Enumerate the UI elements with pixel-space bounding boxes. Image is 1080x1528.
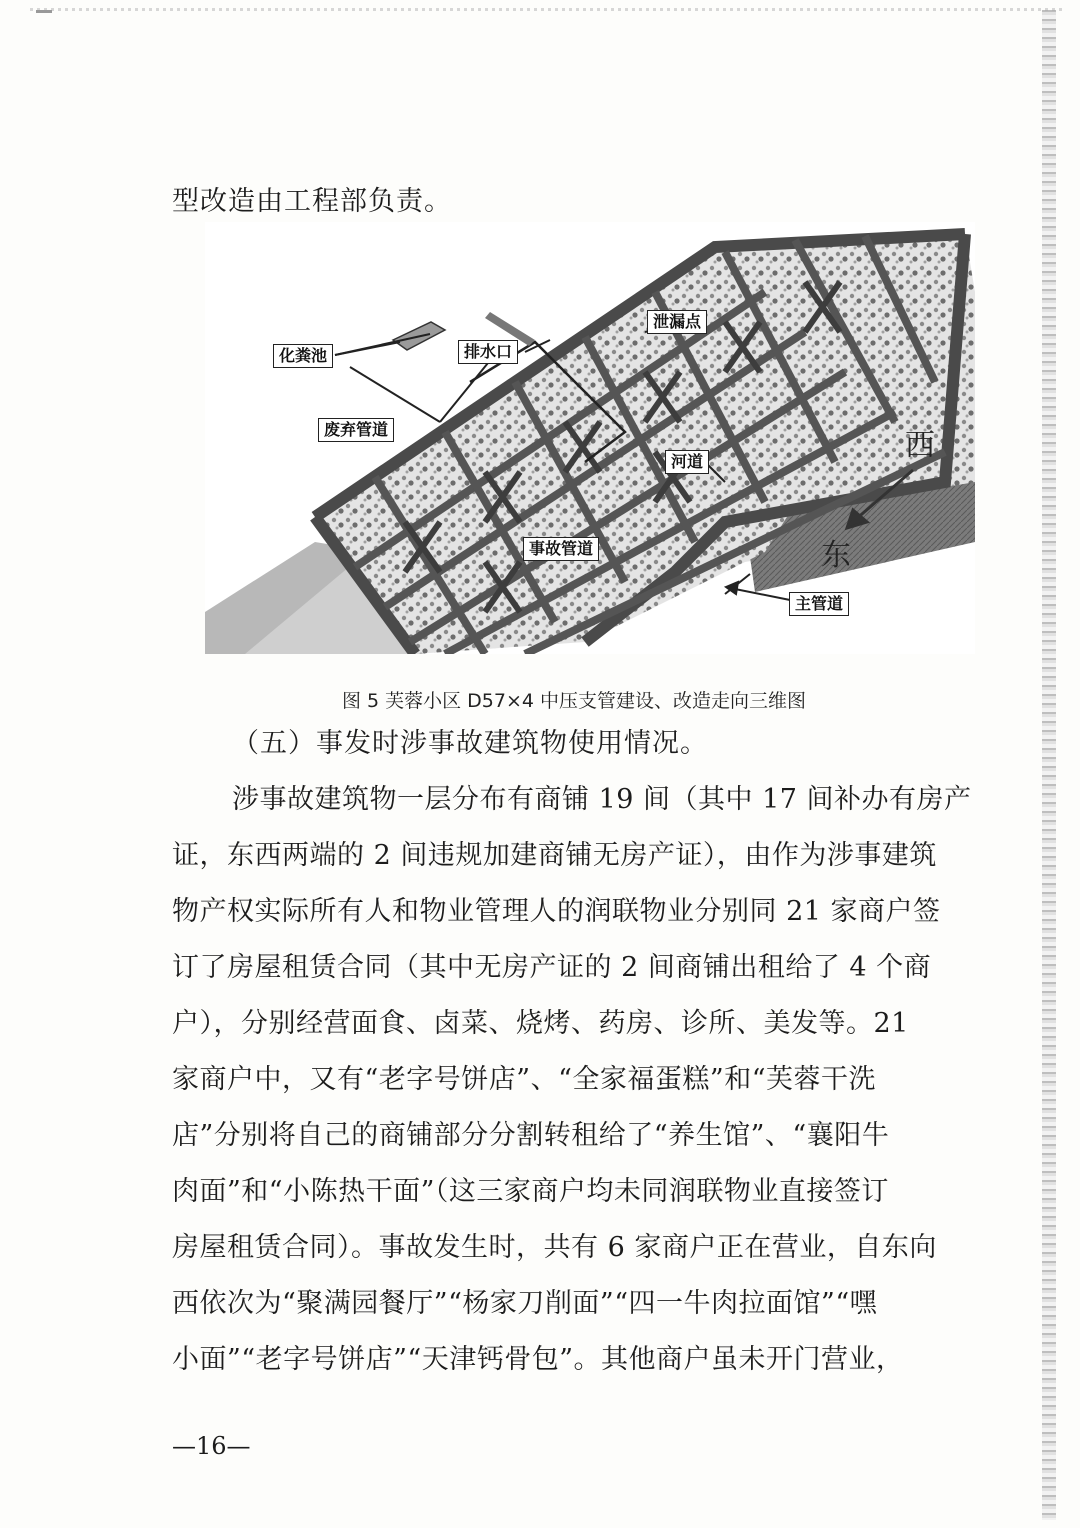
- scan-edge-top: [30, 8, 1065, 11]
- label-drain-outlet: 排水口: [458, 340, 518, 364]
- intro-line: 型改造由工程部负责。: [172, 186, 452, 217]
- label-abandoned-pipe: 废弃管道: [318, 418, 394, 442]
- scan-edge-right: [1042, 10, 1056, 1520]
- paragraph-line: 肉面”和“小陈热干面”（这三家商户均未同润联物业直接签订: [172, 1176, 889, 1207]
- paragraph-line: 订了房屋租赁合同（其中无房产证的 2 间商铺出租给了 4 个商: [172, 952, 932, 983]
- paragraph-line: 家商户中，又有“老字号饼店”、“全家福蛋糕”和“芙蓉干洗: [172, 1064, 877, 1095]
- label-river: 河道: [665, 450, 709, 474]
- label-leak-point: 泄漏点: [647, 310, 707, 334]
- page-number: —16—: [172, 1432, 251, 1460]
- label-accident-pipe: 事故管道: [523, 537, 599, 561]
- paragraph-line: 涉事故建筑物一层分布有商铺 19 间（其中 17 间补办有房产: [232, 784, 972, 815]
- paragraph-line: 小面”“老字号饼店”“天津钙骨包”。其他商户虽未开门营业，: [172, 1344, 904, 1375]
- section-heading: （五）事发时涉事故建筑物使用情况。: [232, 728, 708, 759]
- compass-east: 东: [821, 538, 851, 573]
- pipeline-3d-figure: [205, 222, 975, 654]
- paragraph-line: 西依次为“聚满园餐厅”“杨家刀削面”“四一牛肉拉面馆”“嘿: [172, 1288, 878, 1319]
- paragraph-line: 物产权实际所有人和物业管理人的润联物业分别同 21 家商户签: [172, 896, 941, 927]
- compass-west: 西: [905, 428, 935, 463]
- label-septic-tank: 化粪池: [273, 344, 333, 368]
- paragraph-line: 店”分别将自己的商铺部分分割转租给了“养生馆”、“襄阳牛: [172, 1120, 890, 1151]
- paragraph-line: 房屋租赁合同）。事故发生时，共有 6 家商户正在营业，自东向: [172, 1232, 937, 1263]
- paragraph-line: 证，东西两端的 2 间违规加建商铺无房产证），由作为涉事建筑: [172, 840, 937, 871]
- scan-corner-mark: [36, 10, 52, 13]
- label-main-pipe: 主管道: [789, 592, 849, 616]
- paragraph-line: 户），分别经营面食、卤菜、烧烤、药房、诊所、美发等。21: [172, 1008, 909, 1039]
- figure-caption: 图 5 芙蓉小区 D57×4 中压支管建设、改造走向三维图: [341, 690, 807, 712]
